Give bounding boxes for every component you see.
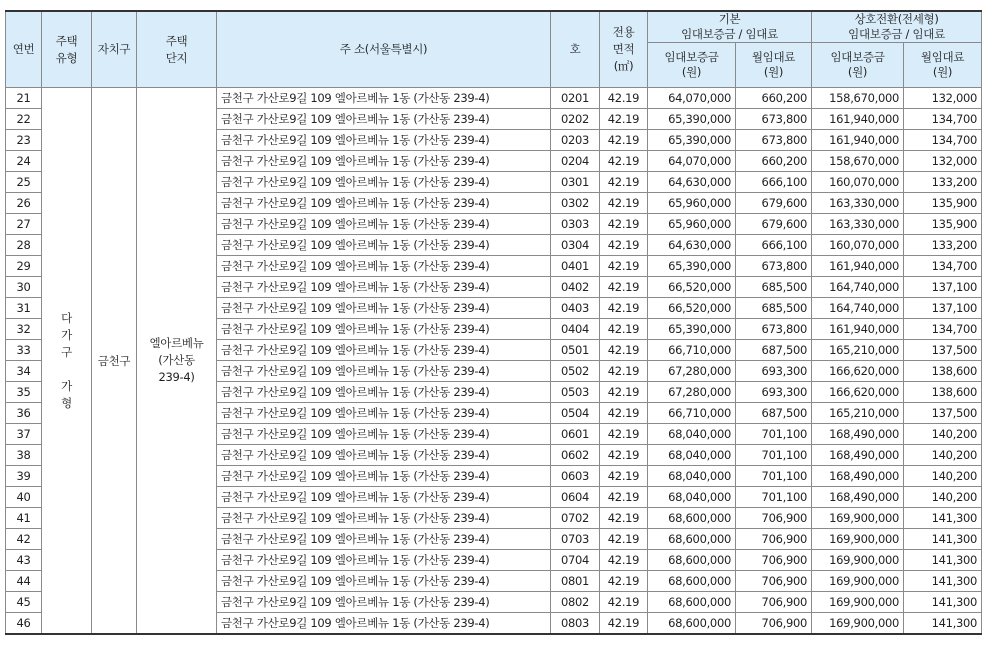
address-cell: 금천구 가산로9길 109 엘아르베뉴 1동 (가산동 239-4) — [217, 424, 551, 445]
basic-deposit-cell: 64,630,000 — [648, 235, 736, 256]
basic-rent-cell: 666,100 — [736, 172, 812, 193]
unit-cell: 0303 — [551, 214, 600, 235]
basic-deposit-cell: 68,600,000 — [648, 550, 736, 571]
table-body — [6, 88, 982, 635]
row-no: 32 — [6, 319, 42, 340]
basic-rent-cell: 685,500 — [736, 298, 812, 319]
area-cell: 42.19 — [600, 382, 648, 403]
basic-rent-cell: 706,900 — [736, 592, 812, 613]
basic-deposit-cell: 68,600,000 — [648, 529, 736, 550]
unit-cell: 0204 — [551, 151, 600, 172]
address-cell: 금천구 가산로9길 109 엘아르베뉴 1동 (가산동 239-4) — [217, 592, 551, 613]
conv-deposit-cell: 164,740,000 — [812, 298, 904, 319]
conv-rent-cell: 133,200 — [904, 172, 982, 193]
area-cell: 42.19 — [600, 256, 648, 277]
row-no: 37 — [6, 424, 42, 445]
conv-deposit-cell: 161,940,000 — [812, 256, 904, 277]
header-basic-label: 기본 임대보증금 / 임대료 — [681, 12, 778, 41]
basic-rent-cell: 687,500 — [736, 403, 812, 424]
row-no: 30 — [6, 277, 42, 298]
conv-deposit-cell: 168,490,000 — [812, 424, 904, 445]
conv-deposit-cell: 160,070,000 — [812, 235, 904, 256]
unit-cell: 0504 — [551, 403, 600, 424]
conv-rent-cell: 134,700 — [904, 130, 982, 151]
conv-rent-cell: 141,300 — [904, 571, 982, 592]
row-no: 40 — [6, 487, 42, 508]
header-housing-type — [42, 11, 92, 88]
area-cell: 42.19 — [600, 109, 648, 130]
conv-deposit-cell: 168,490,000 — [812, 487, 904, 508]
area-cell: 42.19 — [600, 193, 648, 214]
address-cell: 금천구 가산로9길 109 엘아르베뉴 1동 (가산동 239-4) — [217, 235, 551, 256]
basic-deposit-cell: 66,520,000 — [648, 277, 736, 298]
header-conv-deposit-label: 임대보증금 (원) — [830, 50, 885, 79]
table-row — [6, 88, 982, 109]
unit-cell: 0803 — [551, 613, 600, 635]
row-no: 25 — [6, 172, 42, 193]
unit-cell: 0601 — [551, 424, 600, 445]
conv-deposit-cell: 168,490,000 — [812, 445, 904, 466]
header-converted-label: 상호전환(전세형) 임대보증금 / 임대료 — [848, 12, 945, 41]
basic-deposit-cell: 64,070,000 — [648, 151, 736, 172]
row-no: 34 — [6, 361, 42, 382]
basic-rent-cell: 701,100 — [736, 424, 812, 445]
conv-deposit-cell: 169,900,000 — [812, 529, 904, 550]
row-no: 38 — [6, 445, 42, 466]
basic-rent-cell: 706,900 — [736, 529, 812, 550]
header-area — [600, 11, 648, 88]
conv-rent-cell: 134,700 — [904, 109, 982, 130]
row-no: 28 — [6, 235, 42, 256]
header-area-label: 전용 면적 (㎡) — [612, 25, 635, 73]
basic-rent-cell: 701,100 — [736, 466, 812, 487]
area-cell: 42.19 — [600, 340, 648, 361]
basic-deposit-cell: 68,600,000 — [648, 508, 736, 529]
conv-rent-cell: 137,500 — [904, 403, 982, 424]
unit-cell: 0401 — [551, 256, 600, 277]
basic-deposit-cell: 64,630,000 — [648, 172, 736, 193]
conv-deposit-cell: 158,670,000 — [812, 151, 904, 172]
area-cell: 42.19 — [600, 214, 648, 235]
conv-rent-cell: 140,200 — [904, 424, 982, 445]
conv-rent-cell: 141,300 — [904, 529, 982, 550]
area-cell: 42.19 — [600, 88, 648, 109]
address-cell: 금천구 가산로9길 109 엘아르베뉴 1동 (가산동 239-4) — [217, 487, 551, 508]
row-no: 44 — [6, 571, 42, 592]
conv-deposit-cell: 161,940,000 — [812, 130, 904, 151]
conv-deposit-cell: 169,900,000 — [812, 613, 904, 635]
conv-rent-cell: 132,000 — [904, 88, 982, 109]
address-cell: 금천구 가산로9길 109 엘아르베뉴 1동 (가산동 239-4) — [217, 466, 551, 487]
header-no: 연번 — [6, 11, 42, 88]
unit-cell: 0703 — [551, 529, 600, 550]
address-cell: 금천구 가산로9길 109 엘아르베뉴 1동 (가산동 239-4) — [217, 130, 551, 151]
unit-cell: 0704 — [551, 550, 600, 571]
row-no: 29 — [6, 256, 42, 277]
row-no: 45 — [6, 592, 42, 613]
conv-deposit-cell: 169,900,000 — [812, 508, 904, 529]
address-cell: 금천구 가산로9길 109 엘아르베뉴 1동 (가산동 239-4) — [217, 508, 551, 529]
conv-deposit-cell: 163,330,000 — [812, 214, 904, 235]
row-no: 41 — [6, 508, 42, 529]
unit-cell: 0503 — [551, 382, 600, 403]
unit-cell: 0201 — [551, 88, 600, 109]
area-cell: 42.19 — [600, 361, 648, 382]
address-cell: 금천구 가산로9길 109 엘아르베뉴 1동 (가산동 239-4) — [217, 172, 551, 193]
basic-rent-cell: 706,900 — [736, 613, 812, 635]
basic-deposit-cell: 68,600,000 — [648, 592, 736, 613]
conv-rent-cell: 135,900 — [904, 214, 982, 235]
basic-rent-cell: 693,300 — [736, 382, 812, 403]
conv-rent-cell: 135,900 — [904, 193, 982, 214]
conv-deposit-cell: 168,490,000 — [812, 466, 904, 487]
conv-rent-cell: 137,100 — [904, 298, 982, 319]
address-cell: 금천구 가산로9길 109 엘아르베뉴 1동 (가산동 239-4) — [217, 571, 551, 592]
conv-rent-cell: 134,700 — [904, 319, 982, 340]
row-no: 24 — [6, 151, 42, 172]
conv-rent-cell: 137,500 — [904, 340, 982, 361]
area-cell: 42.19 — [600, 508, 648, 529]
basic-rent-cell: 685,500 — [736, 277, 812, 298]
row-no: 39 — [6, 466, 42, 487]
unit-cell: 0302 — [551, 193, 600, 214]
conv-rent-cell: 137,100 — [904, 277, 982, 298]
complex-value: 엘아르베뉴 (가산동 239-4) — [149, 336, 204, 384]
area-cell: 42.19 — [600, 571, 648, 592]
conv-deposit-cell: 166,620,000 — [812, 361, 904, 382]
address-cell: 금천구 가산로9길 109 엘아르베뉴 1동 (가산동 239-4) — [217, 151, 551, 172]
row-no: 22 — [6, 109, 42, 130]
basic-deposit-cell: 68,600,000 — [648, 613, 736, 635]
area-cell: 42.19 — [600, 424, 648, 445]
basic-rent-cell: 693,300 — [736, 361, 812, 382]
conv-rent-cell: 141,300 — [904, 613, 982, 635]
basic-rent-cell: 673,800 — [736, 256, 812, 277]
address-cell: 금천구 가산로9길 109 엘아르베뉴 1동 (가산동 239-4) — [217, 445, 551, 466]
unit-cell: 0304 — [551, 235, 600, 256]
header-converted — [812, 11, 982, 43]
conv-deposit-cell: 169,900,000 — [812, 550, 904, 571]
row-no: 31 — [6, 298, 42, 319]
conv-rent-cell: 132,000 — [904, 151, 982, 172]
basic-rent-cell: 673,800 — [736, 319, 812, 340]
basic-rent-cell: 701,100 — [736, 445, 812, 466]
unit-cell: 0604 — [551, 487, 600, 508]
header-conv-deposit — [812, 43, 904, 88]
basic-deposit-cell: 65,390,000 — [648, 319, 736, 340]
address-cell: 금천구 가산로9길 109 엘아르베뉴 1동 (가산동 239-4) — [217, 613, 551, 635]
conv-rent-cell: 140,200 — [904, 445, 982, 466]
area-cell: 42.19 — [600, 298, 648, 319]
header-basic-deposit — [648, 43, 736, 88]
unit-cell: 0602 — [551, 445, 600, 466]
address-cell: 금천구 가산로9길 109 엘아르베뉴 1동 (가산동 239-4) — [217, 550, 551, 571]
basic-deposit-cell: 65,390,000 — [648, 256, 736, 277]
conv-rent-cell: 134,700 — [904, 256, 982, 277]
unit-cell: 0301 — [551, 172, 600, 193]
basic-rent-cell: 706,900 — [736, 550, 812, 571]
basic-rent-cell: 673,800 — [736, 109, 812, 130]
basic-deposit-cell: 66,520,000 — [648, 298, 736, 319]
complex-cell — [137, 88, 217, 635]
address-cell: 금천구 가산로9길 109 엘아르베뉴 1동 (가산동 239-4) — [217, 382, 551, 403]
conv-deposit-cell: 169,900,000 — [812, 592, 904, 613]
conv-rent-cell: 141,300 — [904, 508, 982, 529]
basic-rent-cell: 660,200 — [736, 88, 812, 109]
basic-deposit-cell: 67,280,000 — [648, 382, 736, 403]
area-cell: 42.19 — [600, 592, 648, 613]
row-no: 21 — [6, 88, 42, 109]
basic-rent-cell: 666,100 — [736, 235, 812, 256]
header-housing-type-label: 주택 유형 — [55, 33, 78, 65]
unit-cell: 0402 — [551, 277, 600, 298]
row-no: 46 — [6, 613, 42, 635]
header-conv-rent-label: 월임대료 (원) — [920, 50, 965, 79]
header-complex-label: 주택 단지 — [165, 33, 188, 65]
housing-type-cell — [42, 88, 92, 635]
basic-rent-cell: 706,900 — [736, 571, 812, 592]
address-cell: 금천구 가산로9길 109 엘아르베뉴 1동 (가산동 239-4) — [217, 529, 551, 550]
conv-deposit-cell: 166,620,000 — [812, 382, 904, 403]
header-complex — [137, 11, 217, 88]
conv-deposit-cell: 163,330,000 — [812, 193, 904, 214]
address-cell: 금천구 가산로9길 109 엘아르베뉴 1동 (가산동 239-4) — [217, 277, 551, 298]
basic-deposit-cell: 66,710,000 — [648, 403, 736, 424]
conv-rent-cell: 138,600 — [904, 382, 982, 403]
header-basic — [648, 11, 812, 43]
unit-cell: 0502 — [551, 361, 600, 382]
basic-rent-cell: 679,600 — [736, 214, 812, 235]
rental-table-container — [5, 10, 981, 635]
basic-rent-cell: 687,500 — [736, 340, 812, 361]
conv-rent-cell: 133,200 — [904, 235, 982, 256]
conv-deposit-cell: 161,940,000 — [812, 319, 904, 340]
conv-rent-cell: 141,300 — [904, 592, 982, 613]
basic-rent-cell: 706,900 — [736, 508, 812, 529]
address-cell: 금천구 가산로9길 109 엘아르베뉴 1동 (가산동 239-4) — [217, 109, 551, 130]
basic-rent-cell: 679,600 — [736, 193, 812, 214]
row-no: 43 — [6, 550, 42, 571]
basic-deposit-cell: 68,040,000 — [648, 487, 736, 508]
address-cell: 금천구 가산로9길 109 엘아르베뉴 1동 (가산동 239-4) — [217, 214, 551, 235]
basic-rent-cell: 660,200 — [736, 151, 812, 172]
area-cell: 42.19 — [600, 529, 648, 550]
header-basic-deposit-label: 임대보증금 (원) — [664, 50, 719, 79]
basic-deposit-cell: 65,960,000 — [648, 193, 736, 214]
unit-cell: 0404 — [551, 319, 600, 340]
area-cell: 42.19 — [600, 550, 648, 571]
basic-deposit-cell: 65,390,000 — [648, 109, 736, 130]
conv-deposit-cell: 169,900,000 — [812, 571, 904, 592]
basic-deposit-cell: 66,710,000 — [648, 340, 736, 361]
housing-type-value: 다 가 구 가 형 — [61, 310, 72, 410]
header-district: 자치구 — [92, 11, 137, 88]
row-no: 36 — [6, 403, 42, 424]
conv-deposit-cell: 165,210,000 — [812, 340, 904, 361]
unit-cell: 0203 — [551, 130, 600, 151]
row-no: 27 — [6, 214, 42, 235]
basic-deposit-cell: 68,040,000 — [648, 445, 736, 466]
row-no: 33 — [6, 340, 42, 361]
area-cell: 42.19 — [600, 235, 648, 256]
address-cell: 금천구 가산로9길 109 엘아르베뉴 1동 (가산동 239-4) — [217, 340, 551, 361]
basic-deposit-cell: 65,960,000 — [648, 214, 736, 235]
address-cell: 금천구 가산로9길 109 엘아르베뉴 1동 (가산동 239-4) — [217, 403, 551, 424]
basic-deposit-cell: 68,040,000 — [648, 466, 736, 487]
conv-deposit-cell: 164,740,000 — [812, 277, 904, 298]
address-cell: 금천구 가산로9길 109 엘아르베뉴 1동 (가산동 239-4) — [217, 298, 551, 319]
conv-deposit-cell: 158,670,000 — [812, 88, 904, 109]
basic-rent-cell: 673,800 — [736, 130, 812, 151]
header-address: 주 소(서울특별시) — [217, 11, 551, 88]
basic-rent-cell: 701,100 — [736, 487, 812, 508]
area-cell: 42.19 — [600, 319, 648, 340]
area-cell: 42.19 — [600, 403, 648, 424]
address-cell: 금천구 가산로9길 109 엘아르베뉴 1동 (가산동 239-4) — [217, 256, 551, 277]
unit-cell: 0801 — [551, 571, 600, 592]
area-cell: 42.19 — [600, 445, 648, 466]
address-cell: 금천구 가산로9길 109 엘아르베뉴 1동 (가산동 239-4) — [217, 88, 551, 109]
unit-cell: 0202 — [551, 109, 600, 130]
unit-cell: 0702 — [551, 508, 600, 529]
address-cell: 금천구 가산로9길 109 엘아르베뉴 1동 (가산동 239-4) — [217, 319, 551, 340]
unit-cell: 0501 — [551, 340, 600, 361]
conv-rent-cell: 140,200 — [904, 466, 982, 487]
basic-deposit-cell: 64,070,000 — [648, 88, 736, 109]
row-no: 23 — [6, 130, 42, 151]
basic-deposit-cell: 65,390,000 — [648, 130, 736, 151]
row-no: 42 — [6, 529, 42, 550]
district-cell: 금천구 — [92, 88, 137, 635]
row-no: 26 — [6, 193, 42, 214]
basic-deposit-cell: 68,040,000 — [648, 424, 736, 445]
area-cell: 42.19 — [600, 487, 648, 508]
header-unit: 호 — [551, 11, 600, 88]
table-header — [6, 11, 982, 88]
area-cell: 42.19 — [600, 466, 648, 487]
address-cell: 금천구 가산로9길 109 엘아르베뉴 1동 (가산동 239-4) — [217, 361, 551, 382]
area-cell: 42.19 — [600, 277, 648, 298]
area-cell: 42.19 — [600, 613, 648, 635]
row-no: 35 — [6, 382, 42, 403]
conv-rent-cell: 140,200 — [904, 487, 982, 508]
area-cell: 42.19 — [600, 172, 648, 193]
unit-cell: 0403 — [551, 298, 600, 319]
conv-deposit-cell: 160,070,000 — [812, 172, 904, 193]
area-cell: 42.19 — [600, 130, 648, 151]
address-cell: 금천구 가산로9길 109 엘아르베뉴 1동 (가산동 239-4) — [217, 193, 551, 214]
unit-cell: 0802 — [551, 592, 600, 613]
header-conv-rent — [904, 43, 982, 88]
rental-housing-table — [5, 10, 982, 635]
conv-rent-cell: 141,300 — [904, 550, 982, 571]
basic-deposit-cell: 67,280,000 — [648, 361, 736, 382]
header-basic-rent-label: 월임대료 (원) — [751, 50, 796, 79]
area-cell: 42.19 — [600, 151, 648, 172]
header-basic-rent — [736, 43, 812, 88]
conv-rent-cell: 138,600 — [904, 361, 982, 382]
unit-cell: 0603 — [551, 466, 600, 487]
basic-deposit-cell: 68,600,000 — [648, 571, 736, 592]
conv-deposit-cell: 161,940,000 — [812, 109, 904, 130]
conv-deposit-cell: 165,210,000 — [812, 403, 904, 424]
